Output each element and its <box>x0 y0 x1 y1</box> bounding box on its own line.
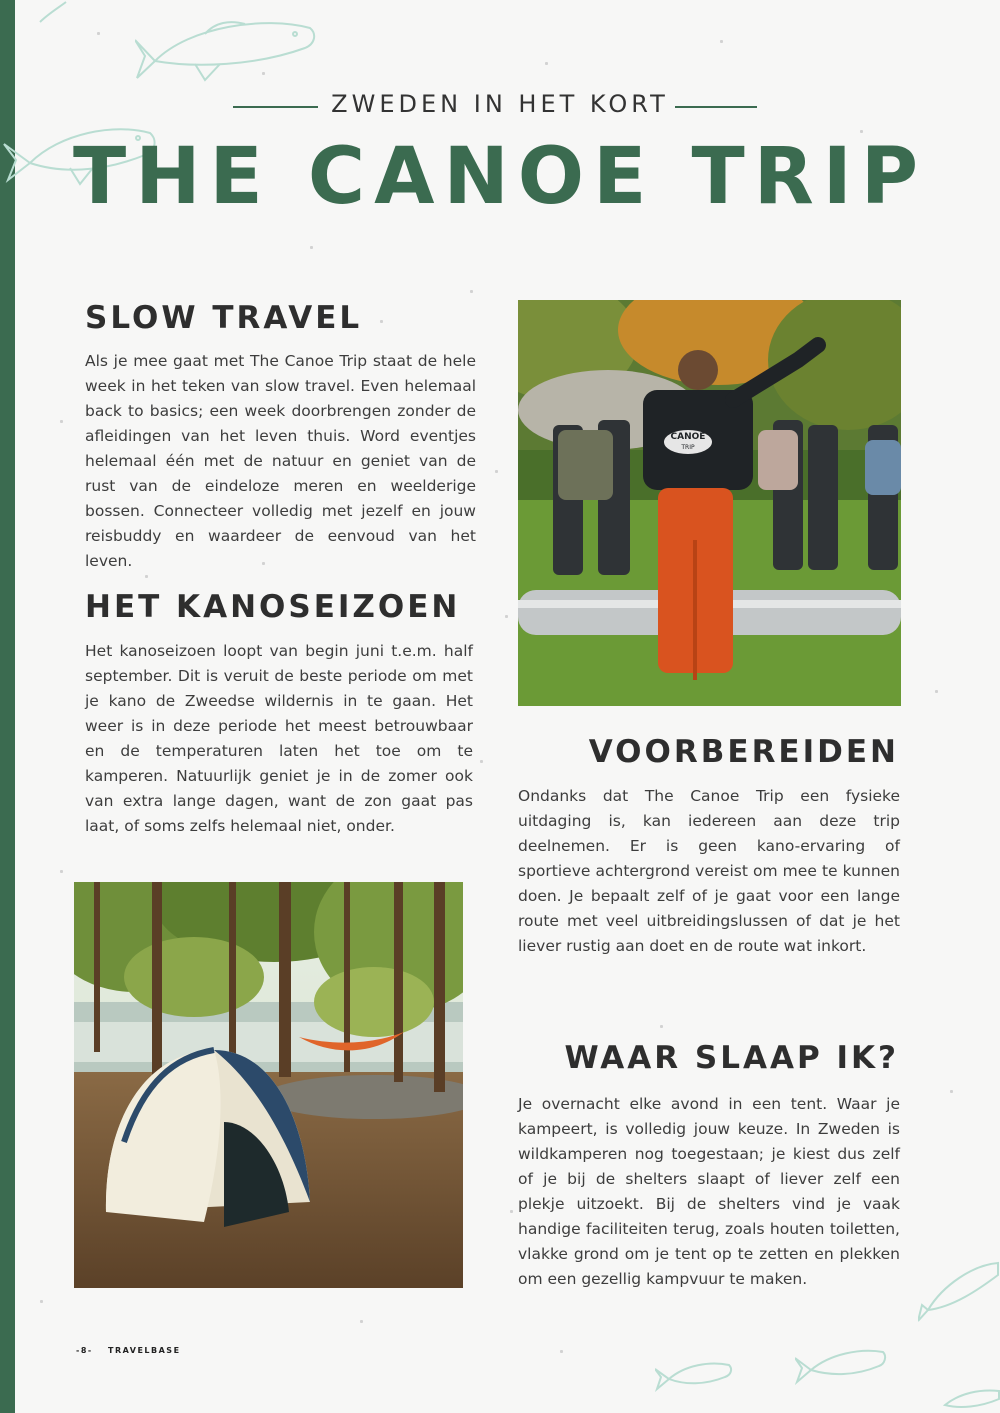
heading-slow-travel: SLOW TRAVEL <box>85 300 363 336</box>
fish-illustration-icon <box>918 1255 1000 1325</box>
heading-voorbereiden: VOORBEREIDEN <box>588 734 899 770</box>
svg-text:TRIP: TRIP <box>681 444 695 451</box>
page-title: THE CANOE TRIP <box>72 132 927 222</box>
fish-illustration-icon <box>135 6 325 88</box>
footer-brand: TRAVELBASE <box>108 1346 181 1355</box>
paragraph-kanoseizoen: Het kanoseizoen loopt van begin juni t.e.m. half september. Dit is veruit de beste periode om met je kano de Zweedse wildernis in te gaan. Het weer is in deze periode het meest betrouwbaar en de temperaturen laten het toe om te kamperen. Natuurlijk geniet je in de zomer ook van extra lange dagen, want de zon gaat pas laat, of soms zelfs helemaal niet, onder. <box>85 642 473 835</box>
paragraph-voorbereiden: Ondanks dat The Canoe Trip een fysieke uitdaging is, kan iedereen aan deze trip deelnemen. Er is geen kano-ervaring of sportieve achtergrond vereist om mee te kunnen doen. Je bepaalt zelf of je gaat voor een lange route met veel uitbreidingslussen of dat je het liever rustig aan doet en de route wat inkort. <box>518 787 900 955</box>
photo-guide-group <box>518 300 901 706</box>
kicker-row <box>0 90 1000 122</box>
paragraph-waar-slaap-ik: Je overnacht elke avond in een tent. Waar je kampeert, is volledig jouw keuze. In Zweden is wildkamperen nog toegestaan; je kiest dus zelf of je bij de shelters slaapt of liever zelf een plekje uitzoekt. Bij de shelters vind je vaak handige faciliteiten terug, zoals houten toiletten, vlakke grond om je tent op te zetten en plekken om een gezellig kampvuur te maken. <box>518 1095 900 1288</box>
kicker-line-left <box>233 106 318 108</box>
fish-illustration-icon <box>655 1355 735 1395</box>
svg-text:CANOE: CANOE <box>670 432 706 442</box>
kicker-text: ZWEDEN IN HET KORT <box>331 90 669 118</box>
heading-kanoseizoen: HET KANOSEIZOEN <box>85 589 461 625</box>
paragraph-slow-travel: Als je mee gaat met The Canoe Trip staat de hele week in het teken van slow travel. Even helemaal back to basics; een week doorbrengen zonder de afleidingen van het leven thuis. Word eventjes helemaal één met de natuur en geniet van de rust van de eindeloze meren en weelderige bossen. Connecteer volledig met jezelf en jouw reisbuddy en waardeer de eenvoud van het leven. <box>85 352 476 570</box>
photo-tent-hammock <box>74 882 463 1288</box>
kicker-line-right <box>675 106 757 108</box>
fish-illustration-icon <box>38 0 68 24</box>
fish-illustration-icon <box>935 1385 1000 1413</box>
heading-waar-slaap-ik: WAAR SLAAP IK? <box>564 1040 899 1076</box>
fish-illustration-icon <box>795 1342 890 1387</box>
page-number: -8- <box>76 1346 93 1355</box>
